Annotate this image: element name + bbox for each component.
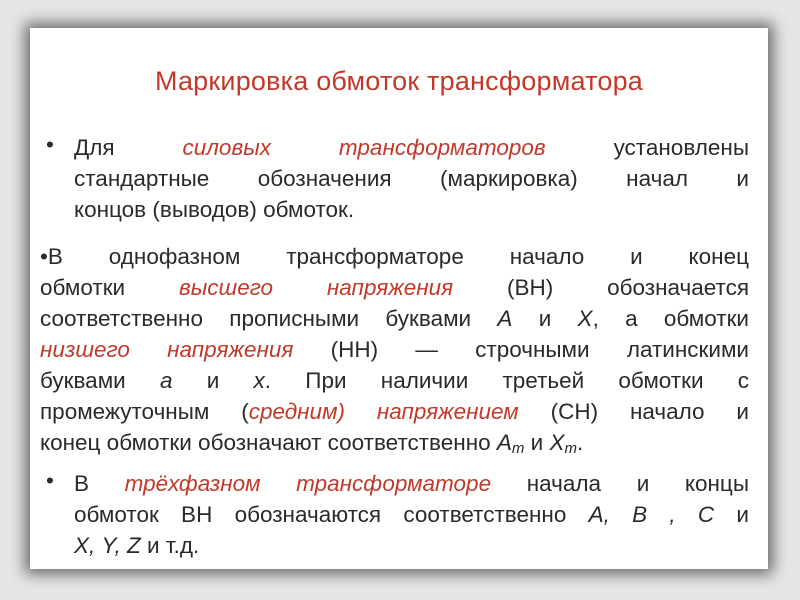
text-segment: и	[512, 306, 578, 331]
bullet-2-line-7	[40, 427, 749, 464]
text-segment: (НН) — строчными латинскими	[330, 337, 749, 362]
text-segment: .	[577, 430, 584, 455]
slide	[30, 28, 768, 569]
bullet-marker: •	[46, 468, 54, 493]
bullet-2-line-2	[40, 272, 749, 303]
bullet-2-line-1	[40, 241, 749, 272]
bullet-3-line-2	[74, 499, 749, 530]
bullet-3-line-3	[74, 530, 749, 561]
symbol: А	[496, 430, 512, 455]
text-segment: обмотки	[40, 275, 179, 300]
text-segment: . При наличии третьей обмотки с	[264, 368, 750, 393]
symbol: х	[253, 368, 265, 393]
subscript: т	[564, 440, 577, 457]
text-segment: промежуточным (	[40, 399, 249, 424]
text-segment: (ВН) обозначается	[507, 275, 750, 300]
text-segment: , а обмотки	[592, 306, 749, 331]
bullet-marker: •	[46, 132, 54, 157]
bullet-2-line-6	[40, 396, 749, 427]
text-segment: и т.д.	[140, 533, 200, 558]
symbol: Х, Y, Z	[74, 533, 141, 558]
text-segment: В однофазном трансформаторе начало и конец	[47, 244, 749, 269]
bullet-2-line-3	[40, 303, 749, 334]
text-segment: Для	[74, 135, 183, 160]
text-segment: обмоток ВН обозначаются соответственно	[74, 502, 589, 527]
text-segment: и	[524, 430, 550, 455]
highlight-term: трёхфазном трансформаторе	[124, 471, 492, 496]
slide-title: Маркировка обмоток трансформатора	[154, 66, 644, 96]
text-segment: буквами	[40, 368, 160, 393]
highlight-term: силовых трансформаторов	[182, 135, 546, 160]
highlight-term: средним) напряжением	[248, 399, 519, 424]
bullet-marker: •	[40, 244, 48, 269]
bullet-1-line-2: стандартные обозначения (маркировка) начал и	[74, 166, 749, 191]
text-segment: В	[74, 471, 125, 496]
text-segment: установлены	[613, 135, 749, 160]
symbol: А, В , С	[588, 502, 715, 527]
bullet-2	[40, 241, 749, 464]
symbol: Х	[549, 430, 565, 455]
bullet-1-line-1	[74, 132, 749, 163]
highlight-term: низшего напряжения	[40, 337, 294, 362]
symbol: А	[497, 306, 513, 331]
text-segment: (СН) начало и	[550, 399, 749, 424]
highlight-term: высшего напряжения	[178, 275, 454, 300]
text-segment: конец обмотки обозначают соответственно	[40, 430, 497, 455]
bullet-3-line-1	[74, 468, 749, 499]
bullet-1-line-3: концов (выводов) обмоток.	[74, 197, 355, 222]
symbol: Х	[577, 306, 593, 331]
bullet-2-line-5	[40, 365, 749, 396]
symbol: а	[159, 368, 173, 393]
bullet-3	[74, 468, 749, 561]
text-segment: и	[172, 368, 254, 393]
bullet-1	[74, 132, 749, 225]
text-segment: и	[736, 502, 749, 527]
text-segment: соответственно прописными буквами	[40, 306, 498, 331]
text-segment: начала и концы	[526, 471, 749, 496]
bullet-2-line-4	[40, 334, 749, 365]
subscript: т	[511, 440, 525, 457]
